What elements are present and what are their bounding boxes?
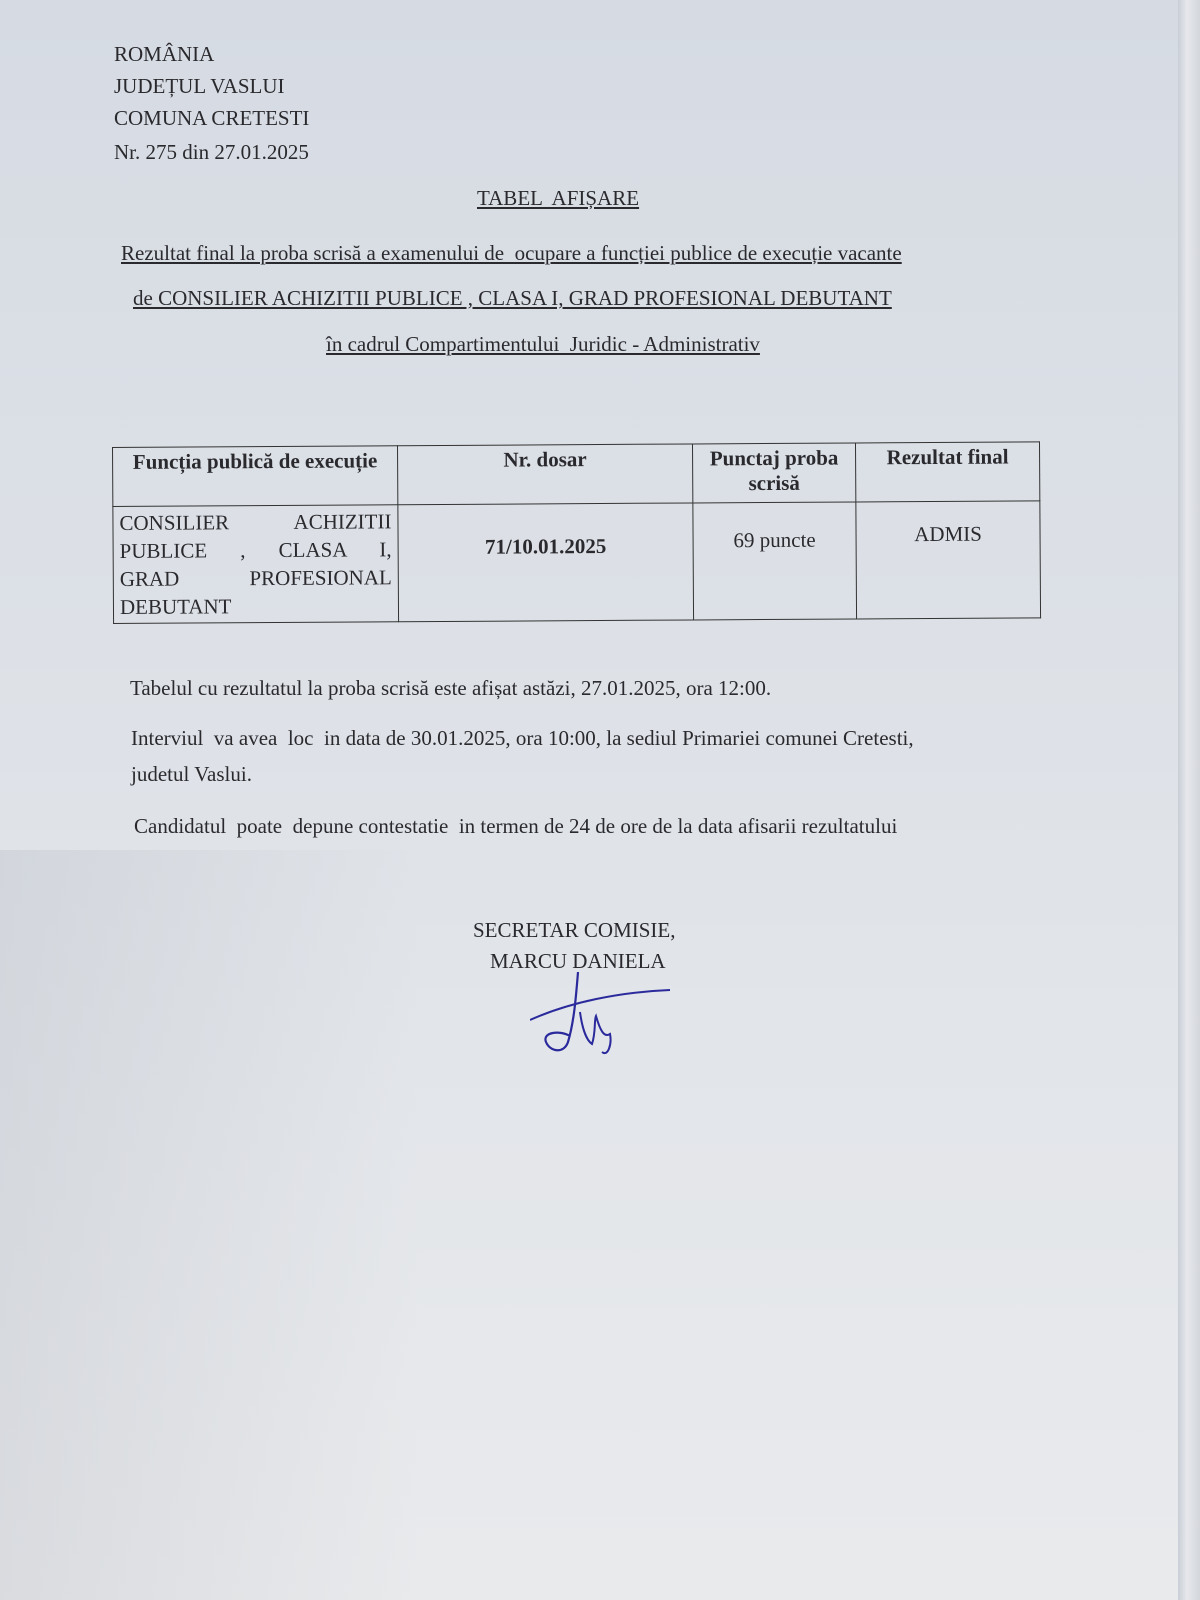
- subtitle-line-2: de CONSILIER ACHIZITII PUBLICE , CLASA I, GRAD PROFESIONAL DEBUTANT: [133, 286, 892, 310]
- subtitle-line-3: în cadrul Compartimentului Juridic - Administrativ: [326, 332, 760, 356]
- paragraph-display-info: Tabelul cu rezultatul la proba scrisă este afișat astăzi, 27.01.2025, ora 12:00.: [130, 676, 772, 700]
- paragraph-appeal: Candidatul poate depune contestatie in termen de 24 de ore de la data afisarii rezultatului: [134, 814, 898, 838]
- col-header-function: Funcția publică de execuție: [113, 446, 398, 507]
- function-line: GRAD PROFESIONAL: [119, 565, 392, 591]
- header-country: ROMÂNIA: [114, 42, 215, 66]
- cell-function: [113, 505, 399, 624]
- page-title: TABEL AFIȘARE: [477, 186, 640, 210]
- paragraph-interview: Interviul va avea loc in data de 30.01.2025, ora 10:00, la sediul Primariei comunei Cretesti,: [131, 726, 914, 750]
- function-line: PUBLICE , CLASA I,: [119, 537, 392, 563]
- signature-name: MARCU DANIELA: [490, 949, 666, 973]
- function-line: CONSILIER ACHIZITII: [119, 509, 392, 535]
- page-edge: [1178, 0, 1200, 1600]
- cell-score: 69 puncte: [693, 502, 857, 620]
- cell-result: ADMIS: [856, 501, 1041, 619]
- table-header-row: [113, 442, 1040, 507]
- col-header-result: Rezultat final: [855, 442, 1039, 502]
- paragraph-interview-cont: judetul Vaslui.: [131, 762, 252, 786]
- header-commune: COMUNA CRETESTI: [114, 106, 310, 130]
- handwritten-signature: [530, 972, 680, 1072]
- function-line: DEBUTANT: [119, 594, 232, 619]
- shadow: [0, 850, 420, 1600]
- subtitle-line-1: Rezultat final la proba scrisă a examenului de ocupare a funcției publice de execuție vacante: [121, 241, 902, 265]
- signature-role: SECRETAR COMISIE,: [473, 918, 676, 942]
- table-row: [113, 501, 1041, 624]
- results-table: [112, 441, 1041, 624]
- col-header-file-number: Nr. dosar: [397, 444, 692, 505]
- cell-file-number: 71/10.01.2025: [398, 503, 694, 622]
- header-county: JUDEȚUL VASLUI: [114, 74, 285, 98]
- header-reg-number: Nr. 275 din 27.01.2025: [114, 140, 309, 164]
- col-header-score: Punctaj proba scrisă: [692, 443, 855, 503]
